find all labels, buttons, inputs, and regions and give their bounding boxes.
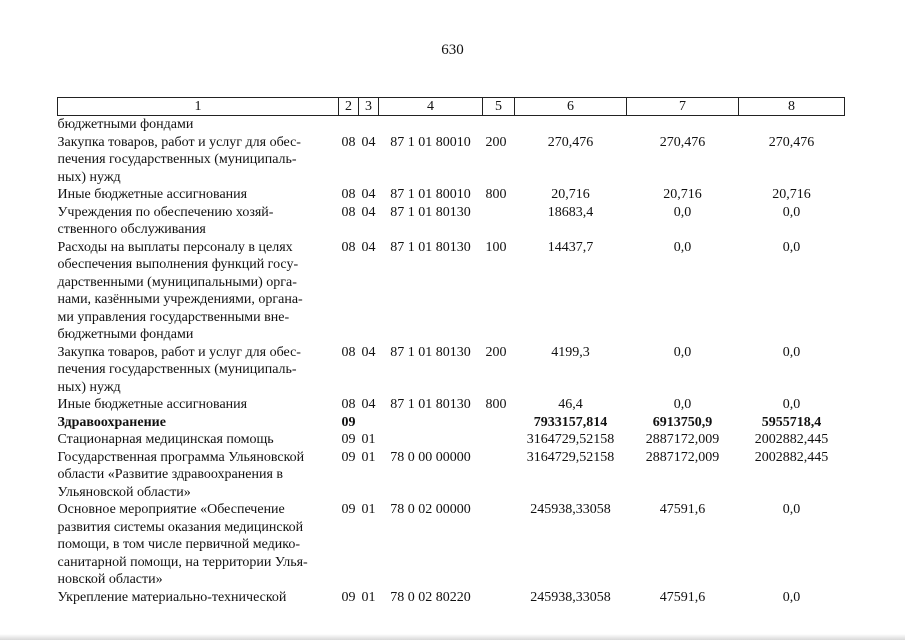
amount-year3-cell: 0,0 <box>782 344 801 360</box>
target-article-cell: 78 0 00 00000 <box>390 449 471 465</box>
target-article-cell: 78 0 02 00000 <box>390 502 471 517</box>
header-cell: 5 <box>483 98 515 116</box>
section-code-cell: 08 <box>341 239 356 255</box>
amount-year1-cell: 20,716 <box>551 187 590 202</box>
expense-type-cell: 200 <box>485 344 507 360</box>
table-row <box>58 186 845 204</box>
header-cell: 8 <box>739 98 845 116</box>
item-name-line: Основное мероприятие «Обеспечение <box>57 502 285 517</box>
subsection-code-cell: 04 <box>361 344 376 360</box>
item-name-line: санитарной помощи, на территории Улья- <box>57 554 308 570</box>
expense-type-cell: 200 <box>485 134 507 150</box>
item-name-line: печения государственных (муниципаль- <box>57 152 297 167</box>
amount-year2-cell: 47591,6 <box>659 502 706 517</box>
table-row <box>58 449 845 502</box>
header-cell: 6 <box>515 98 627 116</box>
section-code-cell: 08 <box>341 134 356 150</box>
table-row <box>58 134 845 187</box>
table-row <box>58 501 845 589</box>
section-code-cell: 09 <box>341 589 356 605</box>
amount-year3-cell: 0,0 <box>782 502 801 517</box>
amount-year2-cell: 47591,6 <box>659 589 706 605</box>
subsection-code-cell: 04 <box>361 187 376 202</box>
item-name-line: ных) нужд <box>57 379 121 395</box>
target-article-cell: 87 1 01 80130 <box>390 239 471 255</box>
amount-year3-cell: 5955718,4 <box>761 414 822 430</box>
item-name-line: Ульяновской области» <box>57 484 191 500</box>
amount-year1-cell <box>515 116 627 134</box>
subsection-code-cell <box>359 116 379 134</box>
item-name-cell <box>58 239 339 344</box>
item-name-line: ственного обслуживания <box>57 222 206 237</box>
expense-type-cell <box>483 116 515 134</box>
amount-year3-cell: 0,0 <box>782 239 801 255</box>
subsection-code-cell: 04 <box>361 397 376 412</box>
scan-edge <box>0 634 905 640</box>
table-row <box>58 116 845 134</box>
item-name-cell <box>58 204 339 239</box>
target-article-cell: 87 1 01 80130 <box>390 204 471 220</box>
amount-year1-cell: 4199,3 <box>551 344 590 360</box>
header-cell: 7 <box>627 98 739 116</box>
section-code-cell: 09 <box>341 414 356 430</box>
header-cell: 2 <box>339 98 359 116</box>
expense-type-cell <box>483 589 515 607</box>
item-name-line: Укрепление материально-технической <box>57 589 287 605</box>
item-name-line: Иные бюджетные ассигнования <box>57 397 248 412</box>
item-name-line: бюджетными фондами <box>57 117 194 132</box>
section-code-cell: 08 <box>341 344 356 360</box>
item-name-line: Здравоохранение <box>57 414 166 430</box>
header-cell: 4 <box>379 98 483 116</box>
expense-type-cell <box>483 431 515 449</box>
amount-year3-cell: 2002882,445 <box>754 449 829 465</box>
section-code-cell: 09 <box>341 432 356 447</box>
amount-year2-cell: 0,0 <box>673 344 692 360</box>
amount-year2-cell: 2887172,009 <box>645 449 720 465</box>
subsection-code-cell: 04 <box>361 134 376 150</box>
subsection-code-cell: 01 <box>361 589 376 605</box>
item-name-line: Стационарная медицинская помощь <box>57 432 274 447</box>
item-name-line: Государственная программа Ульяновской <box>57 449 305 465</box>
target-article-cell: 87 1 01 80130 <box>390 344 471 360</box>
section-code-cell: 09 <box>341 449 356 465</box>
item-name-line: Иные бюджетные ассигнования <box>57 187 248 202</box>
target-article-cell: 78 0 02 80220 <box>390 589 471 605</box>
amount-year2-cell: 20,716 <box>663 187 702 202</box>
amount-year2-cell <box>627 116 739 134</box>
item-name-cell <box>58 186 339 204</box>
amount-year1-cell: 18683,4 <box>547 204 594 220</box>
section-code-cell: 08 <box>341 187 356 202</box>
item-name-line: печения государственных (муниципаль- <box>57 362 297 377</box>
amount-year3-cell: 0,0 <box>782 397 801 412</box>
item-name-line: ми управления государственными вне- <box>57 309 290 325</box>
amount-year3-cell: 270,476 <box>768 134 815 150</box>
item-name-line: Учреждения по обеспечению хозяй- <box>57 204 274 220</box>
item-name-line: новской области» <box>57 572 163 587</box>
table-row <box>58 589 845 607</box>
item-name-line: дарственными (муниципальными) орга- <box>57 274 297 290</box>
amount-year2-cell: 0,0 <box>673 204 692 220</box>
item-name-line: области «Развитие здравоохранения в <box>57 467 283 482</box>
item-name-line: Закупка товаров, работ и услуг для обес- <box>57 134 301 150</box>
item-name-line: развития системы оказания медицинской <box>57 519 304 535</box>
item-name-line: Расходы на выплаты персоналу в целях <box>57 239 293 255</box>
amount-year1-cell: 46,4 <box>558 397 583 412</box>
amount-year3-cell <box>739 116 845 134</box>
amount-year1-cell: 3164729,52158 <box>526 432 615 447</box>
subsection-code-cell: 01 <box>361 432 376 447</box>
amount-year2-cell: 6913750,9 <box>652 414 713 430</box>
item-name-cell <box>58 116 339 134</box>
section-code-cell: 08 <box>341 204 356 220</box>
item-name-cell <box>58 414 339 432</box>
header-cell: 1 <box>58 98 339 116</box>
amount-year1-cell: 7933157,814 <box>533 414 608 430</box>
item-name-line: ных) нужд <box>57 169 121 185</box>
item-name-line: бюджетными фондами <box>57 327 194 342</box>
expense-type-cell: 100 <box>485 239 507 255</box>
item-name-cell <box>58 589 339 607</box>
expense-type-cell <box>483 204 515 239</box>
target-article-cell <box>379 431 483 449</box>
subsection-code-cell: 01 <box>361 449 376 465</box>
table-row <box>58 239 845 344</box>
amount-year1-cell: 245938,33058 <box>530 589 611 605</box>
expense-type-cell <box>483 501 515 589</box>
item-name-cell <box>58 134 339 187</box>
target-article-cell: 87 1 01 80010 <box>390 134 471 150</box>
section-code-cell: 09 <box>341 502 356 517</box>
target-article-cell: 87 1 01 80130 <box>390 397 471 412</box>
item-name-line: помощи, в том числе первичной медико- <box>57 537 301 552</box>
subsection-code-cell: 04 <box>361 204 376 220</box>
amount-year3-cell: 20,716 <box>772 187 811 202</box>
amount-year2-cell: 270,476 <box>659 134 706 150</box>
subsection-code-cell: 04 <box>361 239 376 255</box>
section-code-cell <box>339 116 359 134</box>
table-header-row <box>58 98 845 116</box>
table-body <box>58 116 845 607</box>
amount-year1-cell: 3164729,52158 <box>526 449 615 465</box>
expense-type-cell <box>483 449 515 502</box>
target-article-cell: 87 1 01 80010 <box>390 187 471 202</box>
budget-table <box>57 97 845 606</box>
amount-year3-cell: 0,0 <box>782 589 801 605</box>
amount-year2-cell: 2887172,009 <box>645 432 720 447</box>
page-number: 630 <box>441 42 464 58</box>
item-name-cell <box>58 431 339 449</box>
item-name-cell <box>58 501 339 589</box>
amount-year3-cell: 2002882,445 <box>754 432 829 447</box>
expense-type-cell <box>483 414 515 432</box>
table-row <box>58 344 845 397</box>
subsection-code-cell: 01 <box>361 502 376 517</box>
item-name-cell <box>58 396 339 414</box>
item-name-cell <box>58 449 339 502</box>
item-name-cell <box>58 344 339 397</box>
expense-type-cell: 800 <box>485 397 507 412</box>
table-row <box>58 431 845 449</box>
item-name-line: нами, казёнными учреждениями, органа- <box>57 292 303 307</box>
item-name-line: Закупка товаров, работ и услуг для обес- <box>57 344 301 360</box>
table-row <box>58 414 845 432</box>
header-cell: 3 <box>359 98 379 116</box>
amount-year2-cell: 0,0 <box>673 239 692 255</box>
target-article-cell <box>379 116 483 134</box>
table-row <box>58 396 845 414</box>
expense-type-cell: 800 <box>485 187 507 202</box>
amount-year3-cell: 0,0 <box>782 204 801 220</box>
target-article-cell <box>379 414 483 432</box>
amount-year1-cell: 245938,33058 <box>530 502 611 517</box>
amount-year1-cell: 270,476 <box>547 134 594 150</box>
table-row <box>58 204 845 239</box>
section-code-cell: 08 <box>341 397 356 412</box>
amount-year2-cell: 0,0 <box>673 397 692 412</box>
item-name-line: обеспечения выполнения функций госу- <box>57 257 299 272</box>
subsection-code-cell <box>359 414 379 432</box>
amount-year1-cell: 14437,7 <box>547 239 594 255</box>
